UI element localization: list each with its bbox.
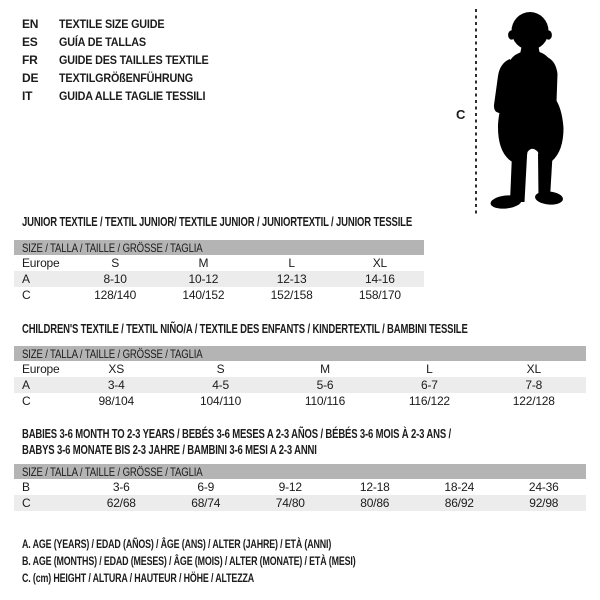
table-header-cell bbox=[14, 464, 586, 479]
language-title: GUIDE DES TAILLES TEXTILE bbox=[59, 53, 209, 67]
footnote-height: C. (cm) HEIGHT / ALTURA / HAUTEUR / HÖHE / ALTEZZA bbox=[22, 571, 255, 585]
row-label: C bbox=[22, 496, 31, 510]
language-title: GUÍA DE TALLAS bbox=[59, 35, 146, 49]
table-header-text: SIZE / TALLA / TAILLE / GRÖSSE / TAGLIA bbox=[22, 464, 203, 479]
age-cell: 12-18 bbox=[359, 480, 390, 494]
language-title: TEXTILGRÖßENFÜHRUNG bbox=[59, 71, 193, 85]
table-row-europe bbox=[14, 361, 586, 377]
row-label: A bbox=[22, 272, 30, 286]
age-cell: 24-36 bbox=[528, 480, 559, 494]
height-cell: 80/86 bbox=[360, 496, 390, 510]
language-code: DE bbox=[22, 71, 39, 85]
height-cell: 122/128 bbox=[512, 394, 555, 408]
language-code: EN bbox=[22, 17, 39, 31]
table-header-cell bbox=[14, 240, 424, 255]
height-measure-label: C bbox=[456, 107, 466, 122]
section-title-children: CHILDREN'S TEXTILE / TEXTIL NIÑO/A / TEXTILE DES ENFANTS / KINDERTEXTIL / BAMBINI TESSILE bbox=[22, 322, 468, 336]
table-header-row bbox=[14, 346, 586, 361]
footnote-age-years: A. AGE (YEARS) / EDAD (AÑOS) / ÂGE (ANS) / ALTER (JAHRE) / ETÀ (ANNI) bbox=[22, 537, 332, 551]
table-row-height bbox=[14, 287, 424, 303]
row-label: Europe bbox=[22, 256, 60, 270]
height-cell: 140/152 bbox=[182, 288, 225, 302]
table-row-age-months bbox=[14, 479, 586, 495]
section-title-babies-line2: BABYS 3-6 MONATE BIS 2-3 JAHRE / BAMBINI 3-6 MESI A 2-3 ANNI bbox=[22, 443, 317, 457]
height-cell: 110/116 bbox=[304, 394, 346, 408]
height-cell: 104/110 bbox=[200, 394, 242, 408]
size-cell: S bbox=[111, 256, 120, 270]
age-cell: 3-4 bbox=[107, 378, 125, 392]
table-row-age bbox=[14, 377, 586, 393]
footnote-age-months: B. AGE (MONTHS) / EDAD (MESES) / ÂGE (MOIS) / ALTER (MONATE) / ETÀ (MESI) bbox=[22, 554, 356, 568]
baby-silhouette-image bbox=[486, 10, 566, 210]
table-header-cell bbox=[14, 346, 586, 361]
size-cell: M bbox=[320, 362, 330, 376]
row-label: A bbox=[22, 378, 30, 392]
height-cell: 128/140 bbox=[94, 288, 137, 302]
height-cell: 116/122 bbox=[408, 394, 450, 408]
size-cell: S bbox=[216, 362, 225, 376]
language-row-it bbox=[22, 87, 225, 105]
row-label: C bbox=[22, 394, 31, 408]
table-row-height bbox=[14, 393, 586, 409]
language-row-en bbox=[22, 15, 225, 33]
height-cell: 158/170 bbox=[358, 288, 401, 302]
table-header-text: SIZE / TALLA / TAILLE / GRÖSSE / TAGLIA bbox=[22, 240, 203, 255]
height-measure-line bbox=[475, 9, 477, 216]
row-label: C bbox=[22, 288, 31, 302]
height-cell: 68/74 bbox=[191, 496, 221, 510]
table-header-text: SIZE / TALLA / TAILLE / GRÖSSE / TAGLIA bbox=[22, 346, 203, 361]
babies-size-table bbox=[14, 464, 586, 511]
age-cell: 14-16 bbox=[365, 272, 395, 286]
row-label: B bbox=[22, 480, 30, 494]
language-code: IT bbox=[22, 89, 33, 103]
table-row-age bbox=[14, 271, 424, 287]
language-code: FR bbox=[22, 53, 38, 67]
row-label: Europe bbox=[22, 362, 60, 376]
language-row-fr bbox=[22, 51, 225, 69]
size-cell: XL bbox=[526, 362, 541, 376]
language-title: GUIDA ALLE TAGLIE TESSILI bbox=[59, 89, 206, 103]
language-title: TEXTILE SIZE GUIDE bbox=[59, 17, 165, 31]
table-row-europe bbox=[14, 255, 424, 271]
height-cell: 98/104 bbox=[98, 394, 134, 408]
age-cell: 6-7 bbox=[420, 378, 438, 392]
age-cell: 4-5 bbox=[212, 378, 229, 392]
size-cell: M bbox=[198, 256, 209, 270]
age-cell: 8-10 bbox=[103, 272, 127, 286]
size-cell: L bbox=[288, 256, 295, 270]
age-cell: 9-12 bbox=[278, 480, 302, 494]
table-header-row bbox=[14, 464, 586, 479]
age-cell: 18-24 bbox=[444, 480, 475, 494]
age-cell: 3-6 bbox=[112, 480, 130, 494]
age-cell: 6-9 bbox=[197, 480, 215, 494]
table-header-row bbox=[14, 240, 424, 255]
language-row-de bbox=[22, 69, 225, 87]
language-code: ES bbox=[22, 35, 38, 49]
size-cell: XL bbox=[372, 256, 388, 270]
language-row-es bbox=[22, 33, 225, 51]
section-title-babies-line1: BABIES 3-6 MONTH TO 2-3 YEARS / BEBÉS 3-6 MESES A 2-3 AÑOS / BÉBÉS 3-6 MOIS À 2-3 ANS / bbox=[22, 427, 451, 441]
language-list bbox=[22, 15, 225, 105]
height-cell: 152/158 bbox=[270, 288, 313, 302]
age-cell: 12-13 bbox=[276, 272, 307, 286]
table-row-height bbox=[14, 495, 586, 511]
age-cell: 7-8 bbox=[525, 378, 543, 392]
height-cell: 92/98 bbox=[529, 496, 559, 510]
height-cell: 74/80 bbox=[275, 496, 305, 510]
children-size-table bbox=[14, 346, 586, 409]
age-cell: 5-6 bbox=[316, 378, 334, 392]
section-title-junior: JUNIOR TEXTILE / TEXTIL JUNIOR/ TEXTILE JUNIOR / JUNIORTEXTIL / JUNIOR TESSILE bbox=[22, 215, 413, 229]
height-cell: 62/68 bbox=[106, 496, 136, 510]
height-cell: 86/92 bbox=[444, 496, 474, 510]
age-cell: 10-12 bbox=[188, 272, 219, 286]
size-cell: L bbox=[426, 362, 433, 376]
size-cell: XS bbox=[108, 362, 124, 376]
junior-size-table bbox=[14, 240, 424, 303]
